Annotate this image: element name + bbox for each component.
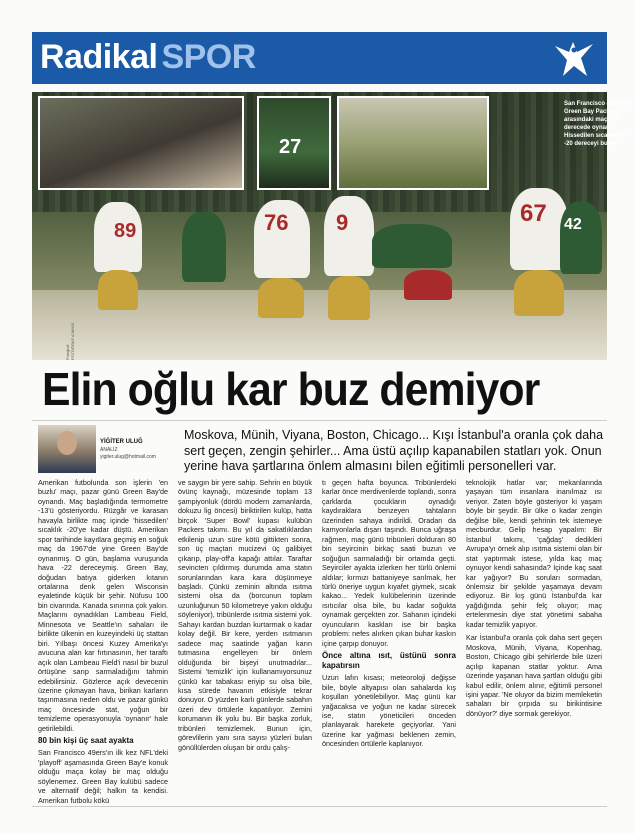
player-figure xyxy=(324,196,374,276)
column-text: tı geçen hafta boyunca. Tribünlerdeki karlar önce merdivenlerde toplandı, sonra çarklarda çocukların oynadığı kaydıraklara benzeyen tahtaların üzerinden sahaya indirildi. Oradan da kamyonlarla dışarı taşındı. Bunca uğraşa rağmen, maç günü tribünleri dolduran 80 bin seyircinin birkaç saati buzun ve soğuğun sarmaladığı bir ortamda geçti. Seyirciler ayakta izlerken her türlü önlemi aldılar; kırmızı battaniyeye sarılmak, her türlü öneriye uygun kıyafet giymek, sıcak kakao... Yedek kulübelerinin üzerinde ısıtıcılar olsa bile, bu kadar soğukta oynamak gerçekten zor. Sahanın içindeki oyuncuların kaskları ise bir başka problem: nefes alırken çıkan buhar kaskın içine çarpıp donuyor. xyxy=(322,478,456,648)
author-role: ANALİZ xyxy=(100,447,118,453)
player-figure xyxy=(98,270,138,310)
column-text: ve saygın bir yere sahip. Sehrin en büyük övünç kaynağı, müzesinde toplam 13 şampiyonluk (dördü modern zamanlarda, dokuzu lig öncesi) biriktirilen kulüp, hatta birçok 'Super Bowl' kupası kulübün Packers takımı. Bu yıl da sakatlıklardan etkilenip uzun süre kötü gittikten sonra, son üç maçtan mucizevi üç galibiyet çıkarıp, play-off'a kapağı attılar. Taraftar sevincten çıldırmış durumda ama statın sorunlarından kara kara düşünmeye başladı. Çünkü zeminin altında ısıtma sistemi olsa da (borcunun toplam uzunluğunun 50 kilometreye yakın olduğu söyleniyor), tribünlerde ısıtma sistemi yok. Sahayı kardan buzdan kurtarmak o kadar kolay değil. Bir kere, yerden ısıtmanın sadece maç saatinde yağan karın tutmasına engelleyen bir önlem olduğunda bir bişeyi unutmadılar... Sistemi 'temizlik' için kullanamıyorsunuz çünkü kar tabakası eriyip su olsa bile, kısa sürede havanın etkisiyle tekrar donuyor. O yüzden karlı günlerde sabahın üzeri dev örtülerle kapatılıyor. Zemini korumanın ilk yolu bu. Bir başka zorluk, tribünleri temizlemek. Bunun için, görevlilerin yanı sıra sayısı yüzleri bulan gönüllülerden oluşan bir ordu çalış- xyxy=(178,478,312,752)
column-text: Uzun lafın kısası; meteoroloji değişse bile, böyle altyapısı olan sahalarda kış koşulları yönetilebiliyor. Maç günü kar yağacaksa ve yoğun ne kadar sürecek ise, statın yöneticileri önceden planlayarak harekete geçiyorlar. Yani üzerine kar yağması beklenen zemin, öncesinden örtülerle kaplanıyor. xyxy=(322,673,456,749)
jersey-number: 67 xyxy=(520,200,547,227)
author-box xyxy=(38,425,178,473)
player-figure xyxy=(514,270,564,316)
eagle-icon xyxy=(551,36,597,80)
avatar xyxy=(38,425,96,473)
masthead xyxy=(32,32,607,84)
sideline-thumbnail xyxy=(337,96,489,190)
brand-logo xyxy=(40,38,256,77)
divider xyxy=(32,420,607,421)
photo-caption: San Francisco 49ers ile Green Bay Packers arasındaki maç, -14 derecede oynandı. Hissedilen sıcaklık ise -20 dereceyi buldu. xyxy=(564,101,631,147)
article-column-4 xyxy=(466,478,602,798)
jersey-number: 42 xyxy=(564,216,582,233)
article-column-2 xyxy=(178,478,312,798)
player-figure xyxy=(560,202,602,274)
author-email: yigiter.ulug@hotmail.com xyxy=(100,454,156,460)
author-name: YİĞİTER ULUĞ xyxy=(100,439,143,445)
article-column-1 xyxy=(38,478,168,805)
brand-main: Radikal xyxy=(40,38,158,76)
brand-sub: SPOR xyxy=(161,38,256,76)
column-subheading: Önce altına ısıt, üstünü sonra kapatırsın xyxy=(322,651,456,671)
column-text: teknolojik hatlar var; mekanlarında yaşayan tüm insanlara inanılmaz ısı veriyor. Zaten böyle gösteriyor ki yaşam böyle bir şeydir. Bir ülke o kadar zengin değilse bile, kendi şehrinin tek istemeye mecburdur. Gelip hesap yapalım: Bir İstanbul takımı, 'çağdaş' dedikleri Avrupa'yı örnek alıp ısıtma sistemi olan bir stat yaptırmak istese, yılda kaç maç oynuyor kendi sahasında? İçinde kaç saat kar yağıyor? Bu soruları sormadan, önlemsiz bir şekilde yaşamaya devam ediyoruz. Bir kış günü İstanbul'da kar yağdığında şehir felç oluyor; maç ertelenmesin diye stat yönetimi sabaha kadar temizlik yapıyor. xyxy=(466,478,602,629)
player-thumbnail xyxy=(257,96,331,190)
player-figure xyxy=(258,278,304,318)
article-column-3 xyxy=(322,478,456,798)
jersey-number: 27 xyxy=(279,136,302,158)
fans-thumbnail xyxy=(38,96,244,190)
player-figure xyxy=(182,212,226,282)
column-text: Kar İstanbul'a oranla çok daha sert geçen Moskova, Münih, Viyana, Kopenhag, Boston, Chicago gibi şehirlerde bile üzeri açılıp kapanan statlar yoktur. Ama üzerinde yaşanan hava şartları olduğu gibi kabul edilir, önlem alınır, eğitimli personel işini yapar. 'Ne oluyor da bizim memleketin sahaları bir çırpıda su birikintisine dönüyor?' diye sormak gerekiyor. xyxy=(466,633,602,718)
player-figure xyxy=(404,270,452,300)
column-text: San Francisco 49ers'ın ilk kez NFL'deki 'playoff' aşamasında Green Bay'e konuk olduğu maça kolay bir maç olduğu söylenemez. Green Bay kulübü sadece ve alternatif değil; halkın ta kendisi. Amerikan futbolu kökü xyxy=(38,748,168,805)
jersey-number: 76 xyxy=(264,210,289,235)
jersey-number: 89 xyxy=(114,220,137,242)
jersey-number: 9 xyxy=(336,210,349,235)
player-figure xyxy=(328,276,370,320)
player-figure xyxy=(372,224,452,268)
main-photo xyxy=(32,92,631,360)
column-text: Amerikan futbolunda son işlerin 'en buzlu' maçı, pazar günü Green Bay'de oynandı. Maç başladığında termometre -13'ü gösteriyordu. Rüzgâr ve karasan havayla birlikte maç içinde 'hissedilen' sıcaklık -20'ye kadar düştü. Amerikan spor tarihinde kayıtlara geçmiş en soğuk maç da 1967'de yine Green Bay'de oynanmış. O gün, başlama vuruşunda hava -22 dereceymiş. Green Bay, doğudan batıya giderken kıtanın ortalarına denk gelen Wisconsin eyaletinde küçük bir şehir. Nüfusu 100 bin civarında. Kanada sınırına çok yakın. Maçlarını oynadıkları Lambeau Field, Minnesota ve Seattle'ın sahaları ile birlikte ülkenin en kuzeyindeki üç stattan biri. Yılbaşı öncesi Kuzey Amerika'yı avucuna alan kar fırtınasının, her taraftı açık olan Lambeau Field'i nasıl bir buzul örtüşüne sarıp sarmaladığını tahmin edebilirsiniz. Gözlerce açık devecenin üzerine çıkmayan hava, birikan karların taşınmasına neden oldu ve pazar günkü maç öncesinde stat, yoğun bir temizleme operasyonuyla 'oynanır' hale getirilebildi. xyxy=(38,478,168,733)
photo-credit: Fotoğraf: FOTOĞRAF AJANSI xyxy=(65,322,75,360)
column-subheading: 80 bin kişi üç saat ayakta xyxy=(38,736,134,746)
article-lead: Moskova, Münih, Viyana, Boston, Chicago... Kışı İstanbul'a oranla çok daha sert geçen, zengin şehirler... Ama üstü açılıp kapanabilen statları yok. Onun yerine hava şartlarına önlem almasını bilen eğitimli personelleri var. xyxy=(184,428,604,473)
footer-divider xyxy=(32,806,607,807)
headline: Elin oğlu kar buz demiyor xyxy=(42,363,540,415)
